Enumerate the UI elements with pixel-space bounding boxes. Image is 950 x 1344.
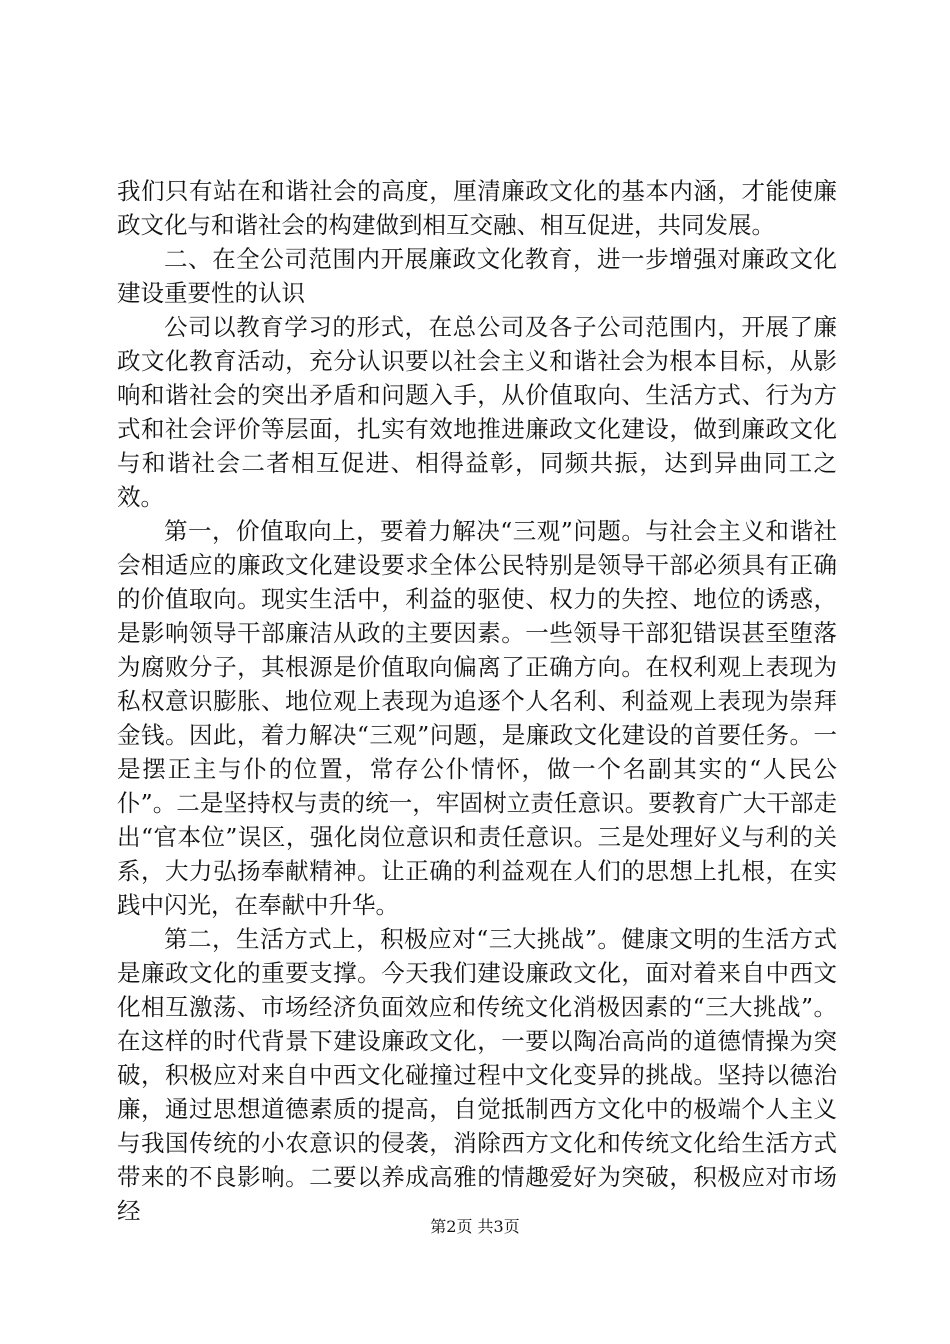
- paragraph-4: 第一，价值取向上，要着力解决“三观”问题。与社会主义和谐社会相适应的廉政文化建设要求全体公民特别是领导干部必须具有正确的价值取向。现实生活中，利益的驱使、权力的失控、地位的诱惑，是影响领导干部廉洁从政的主要因素。一些领导干部犯错误甚至堕落为腐败分子，其根源是价值取向偏离了正确方向。在权利观上表现为私权意识膨胀、地位观上表现为追逐个人名利、利益观上表现为崇拜金钱。因此，着力解决“三观”问题，是廉政文化建设的首要任务。一是摆正主与仆的位置，常存公仆情怀，做一个名副其实的“人民公仆”。二是坚持权与责的统一，牢固树立责任意识。要教育广大干部走出“官本位”误区，强化岗位意识和责任意识。三是处理好义与利的关系，大力弘扬奉献精神。让正确的利益观在人们的思想上扎根，在实践中闪光，在奉献中升华。: [117, 517, 837, 919]
- paragraph-1: 我们只有站在和谐社会的高度，厘清廉政文化的基本内涵，才能使廉政文化与和谐社会的构建做到相互交融、相互促进，共同发展。: [117, 177, 837, 239]
- paragraph-3: 公司以教育学习的形式，在总公司及各子公司范围内，开展了廉政文化教育活动，充分认识要以社会主义和谐社会为根本目标，从影响和谐社会的突出矛盾和问题入手，从价值取向、生活方式、行为方式和社会评价等层面，扎实有效地推进廉政文化建设，做到廉政文化与和谐社会二者相互促进、相得益彰，同频共振，达到异曲同工之效。: [117, 313, 837, 511]
- section-heading-2: 二、在全公司范围内开展廉政文化教育，进一步增强对廉政文化建设重要性的认识: [117, 245, 837, 307]
- page-number-footer: 第2页 共3页: [430, 1217, 520, 1236]
- paragraph-5: 第二，生活方式上，积极应对“三大挑战”。健康文明的生活方式是廉政文化的重要支撑。今天我们建设廉政文化，面对着来自中西文化相互激荡、市场经济负面效应和传统文化消极因素的“三大挑战”。在这样的时代背景下建设廉政文化，一要以陶冶高尚的道德情操为突破，积极应对来自中西文化碰撞过程中文化变异的挑战。坚持以德治廉，通过思想道德素质的提高，自觉抵制西方文化中的极端个人主义与我国传统的小农意识的侵袭，消除西方文化和传统文化给生活方式带来的不良影响。二要以养成高雅的情趣爱好为突破，积极应对市场经: [117, 925, 837, 1225]
- document-body: [117, 174, 837, 1228]
